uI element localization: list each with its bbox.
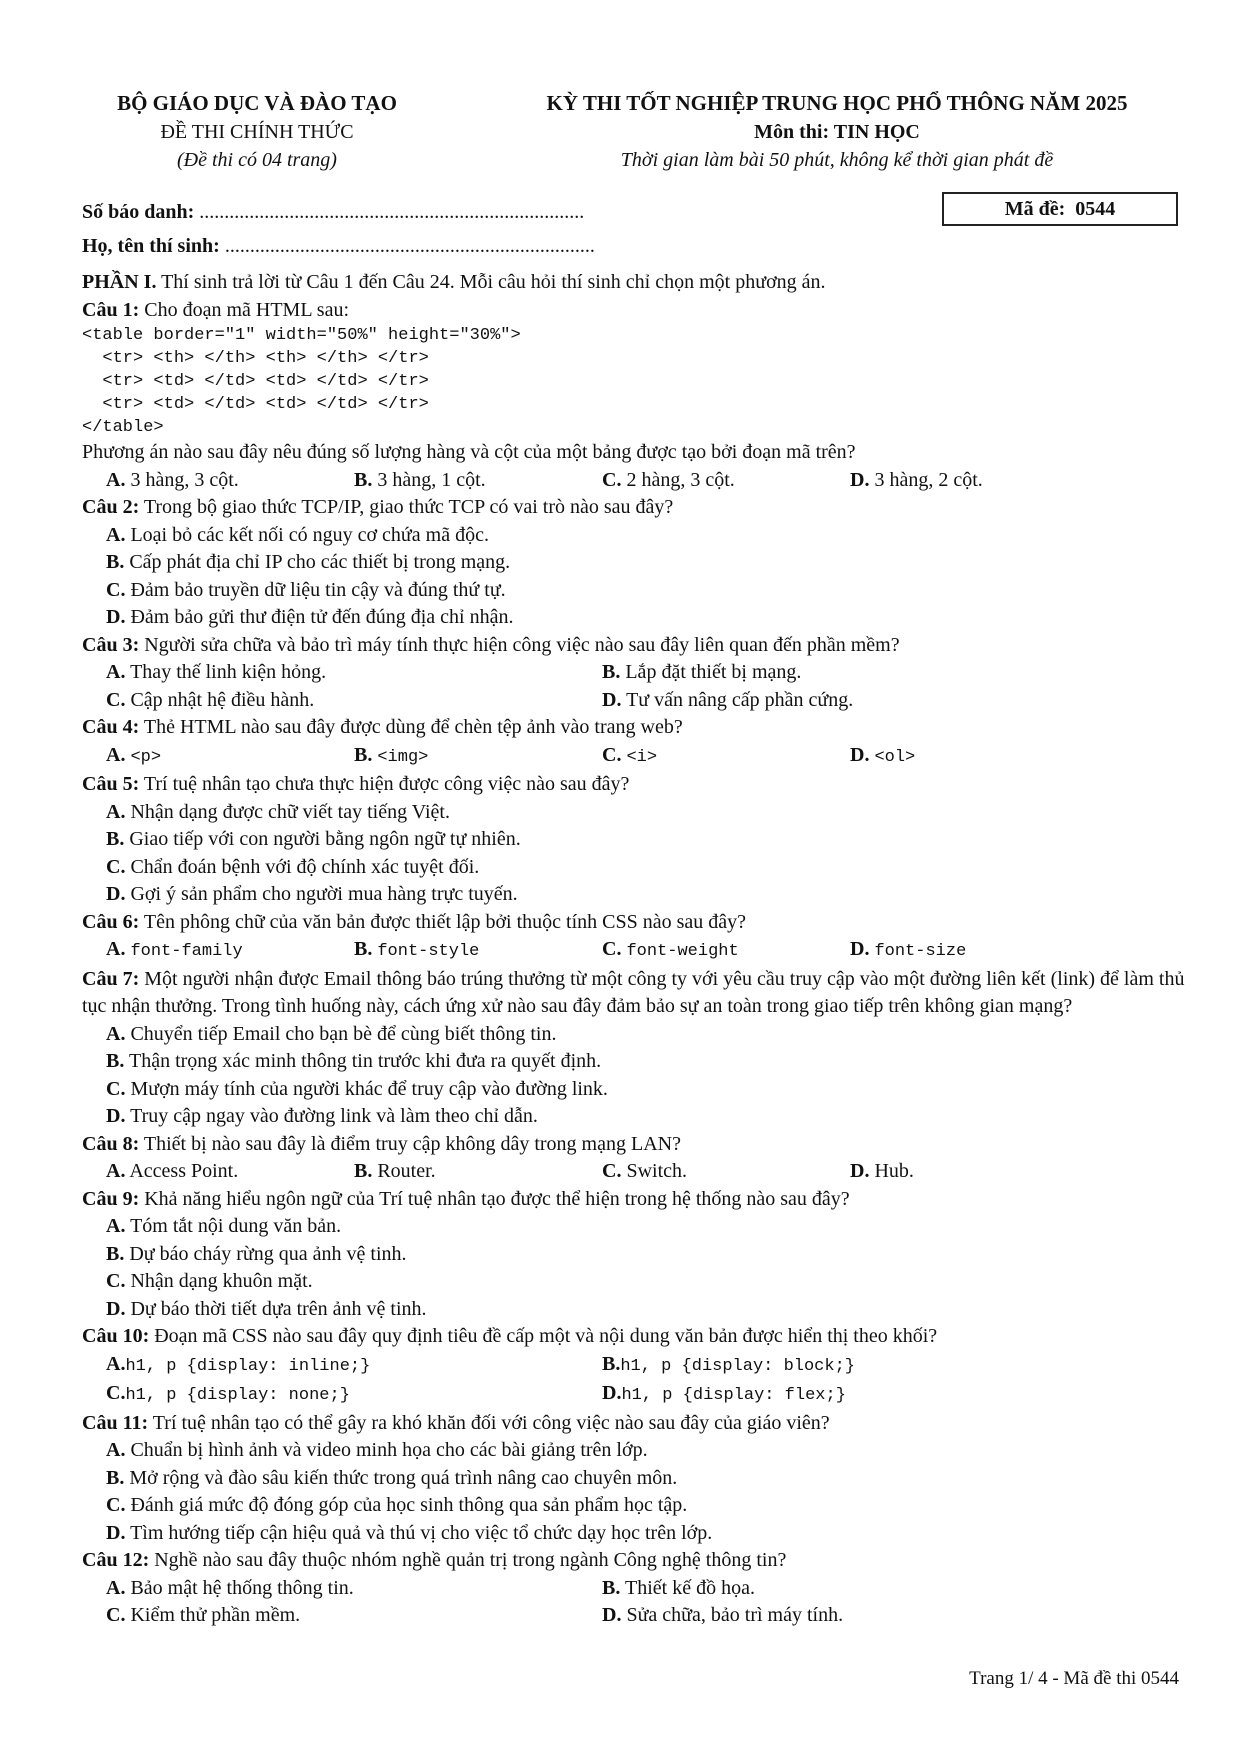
option-a[interactable]: A. 3 hàng, 3 cột. (106, 468, 239, 491)
option-c[interactable]: C. Chẩn đoán bệnh với độ chính xác tuyệt đối. (106, 855, 480, 878)
part1-label: PHẦN I. (82, 271, 157, 293)
option-a[interactable]: A. font-family (106, 938, 243, 961)
options-q1 (82, 467, 1188, 495)
question-stem: Khả năng hiểu ngôn ngữ của Trí tuệ nhân tạo được thể hiện trong hệ thống nào sau đây? (144, 1187, 850, 1210)
question-stem: Thiết bị nào sau đây là điểm truy cập không dây trong mạng LAN? (143, 1132, 681, 1155)
option-c[interactable]: C. Đánh giá mức độ đóng góp của học sinh thông qua sản phẩm học tập. (106, 1494, 688, 1516)
name-field (82, 229, 1241, 263)
option-c[interactable]: C. Kiểm thử phần mềm. (106, 1604, 301, 1626)
option-c[interactable]: C. Mượn máy tính của người khác để truy cập vào đường link. (106, 1077, 608, 1100)
question-stem: Người sửa chữa và bảo trì máy tính thực hiện công việc nào sau đây liên quan đến phần mềm? (144, 633, 900, 656)
option-c[interactable]: C. <i> (602, 743, 658, 767)
option-a[interactable]: A. Tóm tắt nội dung văn bản. (106, 1215, 342, 1237)
question-stem: Một người nhận được Email thông báo trúng thưởng từ một công ty với yêu cầu truy cập vào một đường liên kết (link) để làm thủ tục nhận thưởng. Trong tình huống này, cách ứng xử nào sau đây đảm bảo sự an toàn trong giao tiếp trên không gian mạng? (82, 967, 1185, 1017)
html-code-block: <table border="1" width="50%" height="30%"> <tr> <th> </th> <th> </th> </tr> <tr> <td> </td> <td> </td> </tr> <tr> <td> </td> <td> </td> </tr> </table> (82, 326, 521, 437)
option-b[interactable]: B. Mở rộng và đào sâu kiến thức trong quá trình nâng cao chuyên môn. (106, 1466, 678, 1489)
options-q3 (82, 659, 1188, 714)
question-7 (82, 966, 1188, 1021)
question-number: Câu 6: (82, 910, 140, 933)
option-a[interactable]: A. Nhận dạng được chữ viết tay tiếng Việt. (106, 800, 450, 823)
subject-label: Môn thi: TIN HỌC (754, 121, 920, 143)
option-c[interactable]: C. Cập nhật hệ điều hành. (106, 688, 315, 711)
option-d[interactable]: D. Tìm hướng tiếp cận hiệu quả và thú vị cho việc tổ chức dạy học trên lớp. (106, 1521, 713, 1544)
question-12 (82, 1547, 1188, 1575)
option-b[interactable]: B. font-style (354, 938, 480, 961)
pages-note: (Đề thi có 04 trang) (177, 148, 337, 171)
question-number: Câu 4: (82, 716, 140, 738)
option-a[interactable]: A. Chuyển tiếp Email cho bạn bè để cùng biết thông tin. (106, 1022, 557, 1045)
question-11 (82, 1410, 1188, 1438)
options-q8 (82, 1158, 1188, 1186)
option-b[interactable]: B. Cấp phát địa chỉ IP cho các thiết bị trong mạng. (106, 551, 511, 573)
part1-heading (82, 269, 1188, 297)
question-number: Câu 5: (82, 773, 140, 795)
question-10 (82, 1323, 1188, 1351)
question-5 (82, 771, 1188, 799)
options-q6 (82, 936, 1188, 966)
options-q4 (82, 742, 1188, 772)
option-d[interactable]: D. Gợi ý sản phẩm cho người mua hàng trực tuyến. (106, 883, 518, 905)
question-stem: Cho đoạn mã HTML sau: (144, 298, 350, 321)
questions (82, 269, 1188, 1630)
option-c[interactable]: C.h1, p {display: none;} (106, 1382, 350, 1405)
question-number: Câu 11: (82, 1411, 149, 1434)
option-b[interactable]: B. Thận trọng xác minh thông tin trước khi đưa ra quyết định. (106, 1050, 602, 1072)
option-d[interactable]: D. Tư vấn nâng cấp phần cứng. (602, 688, 854, 711)
option-d[interactable]: D. Đảm bảo gửi thư điện tử đến đúng địa chỉ nhận. (106, 606, 514, 628)
option-a[interactable]: A.h1, p {display: inline;} (106, 1352, 371, 1376)
option-a[interactable]: A. Bảo mật hệ thống thông tin. (106, 1576, 354, 1599)
question-stem: Trí tuệ nhân tạo chưa thực hiện được công việc nào sau đây? (143, 773, 630, 795)
option-a[interactable]: A. Chuẩn bị hình ảnh và video minh họa cho các bài giảng trên lớp. (106, 1439, 648, 1461)
option-c[interactable]: C. font-weight (602, 938, 739, 961)
question-text: Phương án nào sau đây nêu đúng số lượng hàng và cột của một bảng được tạo bởi đoạn mã trên? (82, 441, 856, 463)
page-footer: Trang 1/ 4 - Mã đề thi 0544 (969, 1668, 1179, 1689)
name-dots: .......................................................................... (224, 235, 595, 257)
option-d[interactable]: D. Hub. (850, 1160, 914, 1182)
question-6 (82, 909, 1188, 937)
option-d[interactable]: D.h1, p {display: flex;} (602, 1382, 846, 1405)
question-number: Câu 1: (82, 298, 140, 321)
candidate-fields (82, 195, 1241, 265)
part1-text: Thí sinh trả lời từ Câu 1 đến Câu 24. Mỗi câu hỏi thí sinh chỉ chọn một phương án. (161, 271, 826, 293)
option-d[interactable]: D. <ol> (850, 743, 916, 767)
option-c[interactable]: C. Đảm bảo truyền dữ liệu tin cậy và đúng thứ tự. (106, 578, 506, 601)
ministry-name: BỘ GIÁO DỤC VÀ ĐÀO TẠO (117, 91, 397, 115)
exam-code: 0544 (1075, 198, 1116, 220)
question-stem: Tên phông chữ của văn bản được thiết lập bởi thuộc tính CSS nào sau đây? (143, 910, 747, 933)
official-label: ĐỀ THI CHÍNH THỨC (160, 121, 354, 143)
question-3 (82, 632, 1188, 660)
options-q12 (82, 1575, 1188, 1630)
option-a[interactable]: A. Access Point. (106, 1160, 239, 1182)
question-stem: Đoạn mã CSS nào sau đây quy định tiêu đề cấp một và nội dung văn bản được hiển thị theo khối? (154, 1325, 938, 1347)
name-label: Họ, tên thí sinh: (82, 235, 220, 257)
question-stem: Nghề nào sau đây thuộc nhóm nghề quản trị trong ngành Công nghệ thông tin? (154, 1549, 787, 1571)
header-right (502, 88, 1172, 174)
option-b[interactable]: B. Giao tiếp với con người bằng ngôn ngữ tự nhiên. (106, 828, 521, 850)
question-stem: Thẻ HTML nào sau đây được dùng để chèn tệp ảnh vào trang web? (143, 716, 683, 738)
exam-code-label: Mã đề: (1004, 198, 1066, 220)
option-a[interactable]: A. Loại bỏ các kết nối có nguy cơ chứa mã độc. (106, 523, 489, 546)
option-d[interactable]: D. font-size (850, 938, 967, 961)
exam-code-box (942, 192, 1178, 226)
question-stem: Trí tuệ nhân tạo có thể gây ra khó khăn đối với công việc nào sau đây của giáo viên? (152, 1411, 830, 1434)
sbd-dots: ............................................................................. (199, 201, 585, 223)
question-8 (82, 1131, 1188, 1159)
option-b[interactable]: B. Thiết kế đồ họa. (602, 1576, 755, 1599)
option-b[interactable]: B. Dự báo cháy rừng qua ảnh vệ tinh. (106, 1242, 407, 1265)
question-stem: Trong bộ giao thức TCP/IP, giao thức TCP có vai trò nào sau đây? (143, 496, 674, 518)
option-c[interactable]: C. Switch. (602, 1160, 688, 1182)
question-2 (82, 494, 1188, 522)
option-b[interactable]: B. <img> (354, 743, 429, 767)
sbd-label: Số báo danh: (82, 201, 195, 223)
question-number: Câu 12: (82, 1549, 150, 1571)
header-left (82, 88, 432, 183)
exam-title: KỲ THI TỐT NGHIỆP TRUNG HỌC PHỔ THÔNG NĂM 2025 (546, 91, 1128, 115)
option-b[interactable]: B. 3 hàng, 1 cột. (354, 468, 486, 491)
question-9 (82, 1186, 1188, 1214)
question-number: Câu 8: (82, 1132, 140, 1155)
exam-header (82, 88, 1241, 183)
option-b[interactable]: B. Lắp đặt thiết bị mạng. (602, 661, 802, 683)
option-d[interactable]: D. Sửa chữa, bảo trì máy tính. (602, 1604, 844, 1626)
option-a[interactable]: A. Thay thế linh kiện hỏng. (106, 661, 327, 683)
question-number: Câu 3: (82, 633, 140, 656)
options-q10 (82, 1351, 1188, 1410)
option-d[interactable]: D. Dự báo thời tiết dựa trên ảnh vệ tinh. (106, 1297, 427, 1320)
question-number: Câu 2: (82, 496, 140, 518)
option-c[interactable]: C. Nhận dạng khuôn mặt. (106, 1270, 313, 1292)
option-c[interactable]: C. 2 hàng, 3 cột. (602, 468, 735, 491)
option-b[interactable]: B. Router. (354, 1160, 436, 1182)
option-d[interactable]: D. Truy cập ngay vào đường link và làm theo chỉ dẫn. (106, 1105, 538, 1127)
question-1 (82, 297, 1188, 325)
question-number: Câu 9: (82, 1187, 140, 1210)
option-d[interactable]: D. 3 hàng, 2 cột. (850, 468, 983, 491)
question-number: Câu 10: (82, 1325, 150, 1347)
question-number: Câu 7: (82, 967, 140, 990)
time-note: Thời gian làm bài 50 phút, không kể thời gian phát đề (620, 148, 1054, 171)
option-b[interactable]: B.h1, p {display: block;} (602, 1352, 855, 1376)
question-4 (82, 714, 1188, 742)
option-a[interactable]: A. <p> (106, 743, 162, 767)
